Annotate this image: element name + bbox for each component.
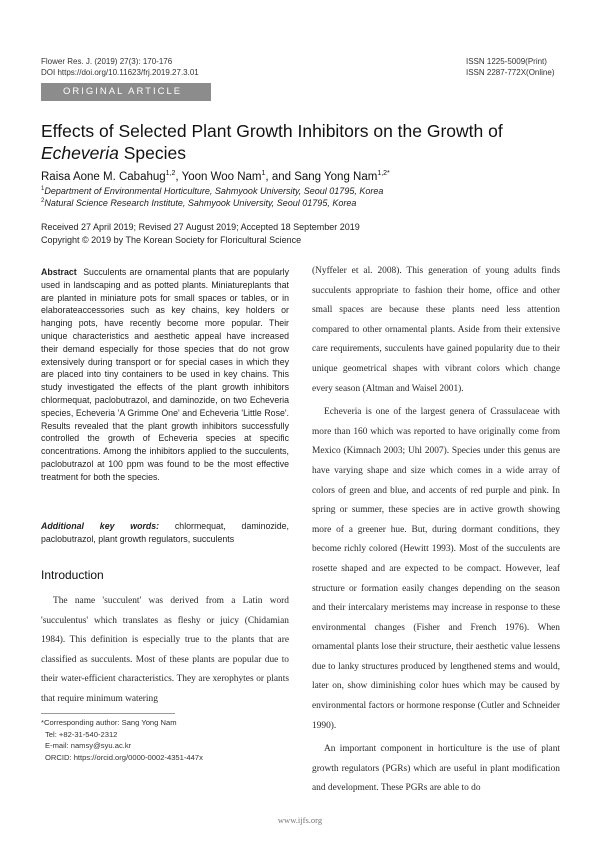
intro-paragraph-4: An important component in horticulture is the use of plant growth regulators (PGRs) which are useful in plant modification and development. These PGRs are able to do <box>312 744 560 794</box>
author-2-affil: 1 <box>261 170 266 177</box>
intro-right-column <box>312 262 560 799</box>
author-3: and Sang Yong Nam <box>271 170 378 183</box>
submission-dates: Received 27 April 2019; Revised 27 August 2019; Accepted 18 September 2019 <box>41 222 360 232</box>
keywords-text: chlormequat, daminozide, paclobutrazol, plant growth regulators, succulents <box>41 521 289 544</box>
journal-citation: Flower Res. J. (2019) 27(3): 170-176 <box>41 57 173 66</box>
author-2: Yoon Woo Nam <box>181 170 262 183</box>
intro-paragraph-1: The name 'succulent' was derived from a Latin word 'succulentus' which translates as fleshy or juicy (Chidamian 1984). This definition is especially true to the plants that are classified as succulents. Most of these plants are popular due to their water-efficient characteristics. They are xerophytes or plants that require minimum watering <box>41 596 289 704</box>
title-line-2: Species <box>118 143 186 163</box>
intro-paragraph-3: Echeveria is one of the largest genera of Crassulaceae with more than 160 which was reported to have originally come from Mexico (Kimnach 2003; Uhl 2007). Species under this genus are have varying shape and size which comes in a wide array of colors of green and blue, and accents of red purple and pink. In spring or summer, these species are in active growth showing more of a greener hue. But, during dormant conditions, they become richly colored (Hewitt 1993). Most of the succulents are rosette shaped and are expected to be compact. However, leaf structure or formation easily changes depending on the season and their intercalary meristems may increase in response to these environmental changes (Fisher and French 1976). When ornamental plants lose their structure, their aesthetic value lessens due to lanky structures produced by lengthened stems and would, later on, show diminishing color hues which may be caused by environmental factors or hormone response (Cutler and Schneider 1990). <box>312 407 560 731</box>
article-type-badge: ORIGINAL ARTICLE <box>41 83 211 101</box>
affiliation-2 <box>41 195 561 209</box>
doi-link[interactable]: DOI https://doi.org/10.11623/frj.2019.27.3.01 <box>41 68 199 77</box>
title-genus: Echeveria <box>41 143 119 163</box>
phone: Tel: +82-31-540-2312 <box>45 729 118 739</box>
section-heading-introduction: Introduction <box>41 568 104 582</box>
corresponding-author-footnote <box>41 717 203 763</box>
issn-online: ISSN 2287-772X(Online) <box>466 68 555 77</box>
affiliation-2-mark: 2 <box>41 198 45 204</box>
keywords <box>41 520 289 546</box>
copyright-line: Copyright © 2019 by The Korean Society for Floricultural Science <box>41 235 302 245</box>
affiliation-1-mark: 1 <box>41 186 45 192</box>
intro-left-column <box>41 592 289 710</box>
website-footer[interactable]: www.ijfs.org <box>277 815 323 825</box>
abstract-label: Abstract <box>41 267 77 277</box>
corresponding-author: *Corresponding author: Sang Yong Nam <box>41 718 177 727</box>
author-1: Raisa Aone M. Cabahug <box>41 170 166 183</box>
orcid[interactable]: ORCID: https://orcid.org/0000-0002-4351-447x <box>45 752 203 762</box>
footnote-divider <box>41 713 175 714</box>
abstract-text: Succulents are ornamental plants that are popularly used in landscaping and as potted plants. Miniatureplants that are planted in miniature pots for small spaces or tables, or in elaborateaccessories such as key chains, key holders or hanging pots, have recently become more popular. Their unique characteristics and aesthetic appeal have increased their demand especially for those species that do not grow extensively during transport or for special cases in which they are placed into tiny containers to be used in key chains. This study investigated the effects of the plant growth inhibitors chlormequat, paclobutrazol, and daminozide, on two Echeveria species, Echeveria 'A Grimme One' and Echeveria 'Little Rose'. Results revealed that the plant growth inhibitors successfully controlled the growth of Echeveria species at specific concentrations. Among the inhibitors applied to the succulents, paclobutrazol at 100 ppm was found to be the most effective treatment for both the species. <box>41 267 289 482</box>
author-3-affil: 1,2* <box>377 170 390 177</box>
email[interactable]: E-mail: namsy@syu.ac.kr <box>45 741 132 750</box>
affiliation-2-text: Natural Science Research Institute, Sahmyook University, Seoul 01795, Korea <box>44 198 357 208</box>
affiliation-1-text: Department of Environmental Horticulture, Sahmyook University, Seoul 01795, Korea <box>44 186 384 196</box>
article-title <box>41 120 561 164</box>
author-list: Raisa Aone M. Cabahug$^{1,2}$, Yoon Woo Nam$^1$, and Sang Yong Nam$^{1,2*}$ <box>41 170 390 183</box>
intro-paragraph-2: (Nyffeler et al. 2008). This generation of young adults finds succulents appropriate to fashion their home, office and other small spaces are because these plants need less attention compared to other ornamental plants. Aside from their extensive care requirements, succulents have gained popularity due to their unique geometrical shapes with vibrant colors which change every season (Altman and Waisel 2001). <box>312 266 560 394</box>
issn-print: ISSN 1225-5009(Print) <box>466 57 547 66</box>
author-1-affil: 1,2 <box>165 170 176 177</box>
title-line-1: Effects of Selected Plant Growth Inhibitors on the Growth of <box>41 121 503 141</box>
abstract <box>41 266 289 484</box>
keywords-label: Additional key words: <box>41 521 160 531</box>
